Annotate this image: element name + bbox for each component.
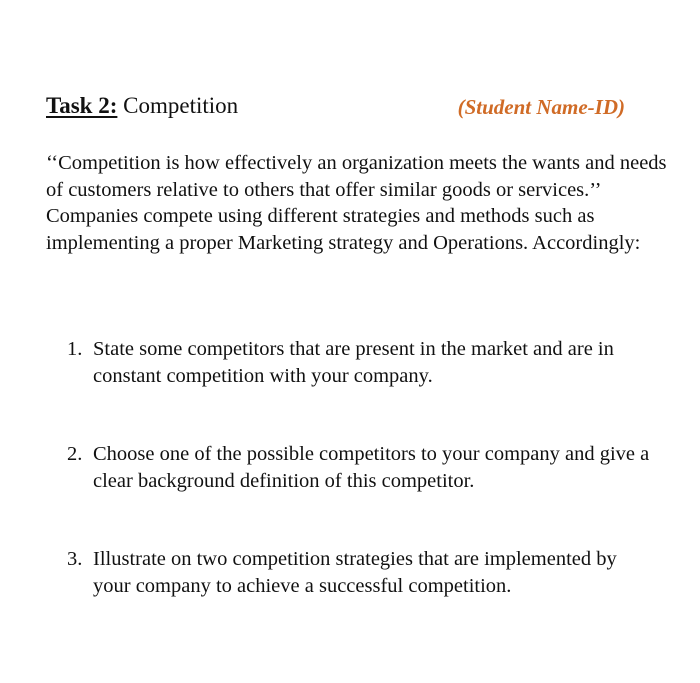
- page-heading: [46, 92, 238, 120]
- task-text: Illustrate on two competition strategies that are implemented by your company to achieve a successful competition.: [93, 548, 617, 597]
- task-list: [67, 336, 657, 651]
- task-number: 1.: [67, 338, 83, 360]
- task-title: Competition: [123, 93, 239, 118]
- task-item-3: [67, 546, 657, 599]
- intro-paragraph: Companies compete using different strategies and methods such as implementing a proper Marketing strategy and Operations. Accordingly:: [46, 205, 641, 254]
- competition-quote: ‘‘Competition is how effectively an organization meets the wants and needs of customers relative to others that offer similar goods or services.’’: [46, 152, 667, 201]
- student-name-id-tag: (Student Name-ID): [457, 95, 625, 119]
- task-number: 2.: [67, 443, 83, 465]
- task-text: State some competitors that are present in the market and are in constant competition with your company.: [93, 338, 614, 387]
- task-label: Task 2:: [46, 93, 118, 118]
- task-item-1: [67, 336, 657, 389]
- intro-section: [46, 150, 671, 256]
- task-item-2: [67, 441, 657, 494]
- task-number: 3.: [67, 548, 83, 570]
- task-text: Choose one of the possible competitors to your company and give a clear background definition of this competitor.: [93, 443, 650, 492]
